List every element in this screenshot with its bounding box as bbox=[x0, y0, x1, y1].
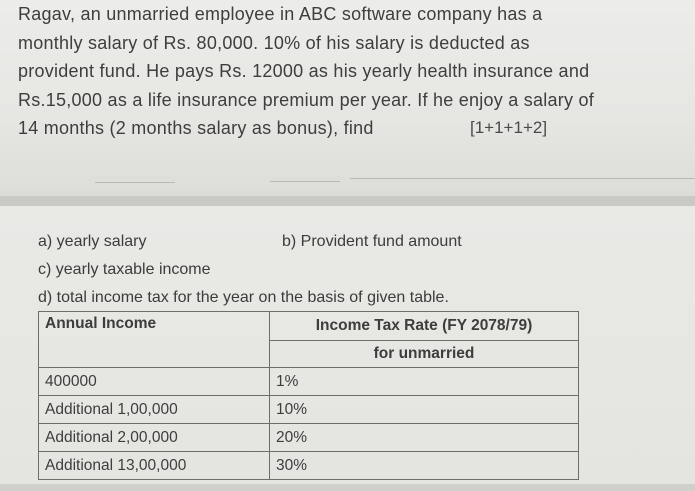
table-header-row bbox=[39, 312, 579, 341]
faint-rule bbox=[95, 182, 175, 183]
question-b: b) Provident fund amount bbox=[282, 233, 462, 250]
income-tax-table bbox=[38, 311, 579, 480]
problem-panel bbox=[0, 0, 695, 196]
faint-rule bbox=[270, 181, 340, 182]
problem-line: provident fund. He pays Rs. 12000 as his yearly health insurance and bbox=[18, 61, 590, 81]
cut-off-edge bbox=[0, 484, 695, 491]
rate-cell: 20% bbox=[270, 424, 579, 452]
marks-allocation: [1+1+1+2] bbox=[470, 118, 548, 137]
income-cell: Additional 13,00,000 bbox=[39, 452, 270, 480]
problem-line: monthly salary of Rs. 80,000. 10% of his salary is deducted as bbox=[18, 32, 530, 53]
problem-line: Rs.15,000 as a life insurance premium per year. If he enjoy a salary of bbox=[18, 89, 595, 110]
question-a: a) yearly salary bbox=[38, 233, 147, 250]
rate-cell: 10% bbox=[270, 396, 579, 424]
table-row bbox=[39, 452, 579, 480]
income-cell: Additional 2,00,000 bbox=[39, 424, 270, 452]
rate-cell: 30% bbox=[270, 452, 579, 480]
page-gap bbox=[0, 196, 695, 206]
income-cell: 400000 bbox=[39, 368, 270, 396]
table-row bbox=[39, 396, 579, 424]
problem-line: 14 months (2 months salary as bonus), find bbox=[18, 118, 374, 138]
income-cell: Additional 1,00,000 bbox=[39, 396, 270, 424]
question-d: d) total income tax for the year on the basis of given table. bbox=[38, 289, 449, 306]
table-row bbox=[39, 424, 579, 452]
question-c: c) yearly taxable income bbox=[38, 261, 211, 278]
header-tax-rate-sub: for unmarried bbox=[270, 340, 579, 368]
faint-rule bbox=[350, 178, 695, 179]
table-row bbox=[39, 368, 579, 396]
header-annual-income: Annual Income bbox=[39, 312, 270, 368]
problem-statement bbox=[18, 0, 678, 143]
rate-cell: 1% bbox=[270, 368, 579, 396]
header-tax-rate: Income Tax Rate (FY 2078/79) bbox=[270, 312, 579, 341]
problem-line: Ragav, an unmarried employee in ABC software company has a bbox=[18, 4, 543, 24]
